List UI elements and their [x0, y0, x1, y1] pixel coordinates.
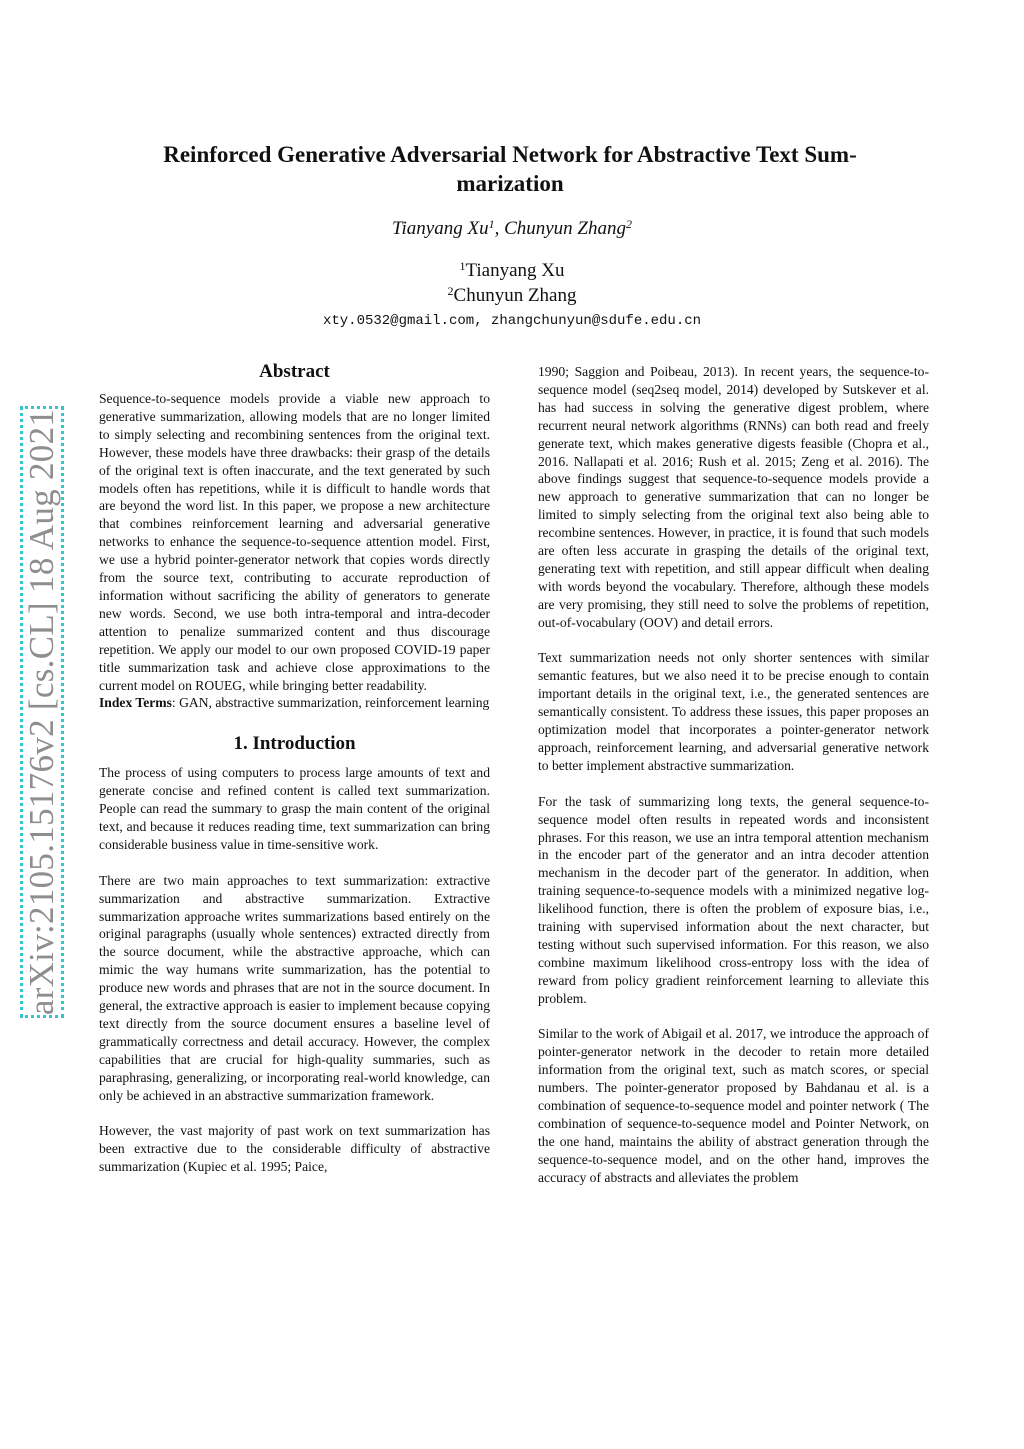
affiliation-name: Chunyun Zhang — [453, 285, 577, 306]
paragraph: 1990; Saggion and Poibeau, 2013). In recent years, the sequence-to-sequence model (seq2seq model, 2014) developed by Sutskever et al. has had success in solving the generative digest problem, where recurrent neural network algorithms (RNNs) can both read and freely generate text, which makes generative digests feasible (Chopra et al., 2016. Nallapati et al. 2016; Rush et al. 2015; Zeng et al. 2016). The above findings suggest that sequence-to-sequence models provide a new approach to generative summarization that can no longer be limited to simply selecting from the original text also being able to recombine sentences. However, in practice, it is found that such models are often less accurate in grasping the details of the original text, generating text with repetition, and still appear difficult when dealing with words beyond the vocabulary. Therefore, although these models are very promising, they still need to solve the problems of repetition, out-of-vocabulary (OOV) and detail errors. — [538, 364, 929, 630]
section-heading-introduction: 1. Introduction — [233, 733, 356, 755]
index-terms-text: : GAN, abstractive summarization, reinforcement learning — [171, 695, 490, 711]
arxiv-side-stamp[interactable] — [20, 406, 64, 1018]
index-terms-label: Index Terms — [99, 695, 172, 711]
index-terms — [99, 694, 490, 712]
author-affil-mark: 1 — [488, 217, 495, 231]
left-column — [99, 360, 490, 1176]
affiliation-name: Tianyang Xu — [465, 260, 565, 281]
author-separator: , — [494, 218, 505, 239]
author-list — [0, 218, 1024, 240]
abstract-heading: Abstract — [259, 361, 330, 382]
abstract-text: Sequence-to-sequence models provide a viable new approach to generative summarization, allowing models that are no longer limited to simply selecting and recombining sentences from the original text. However, these models have three drawbacks: their grasp of the details of the original text is often inaccurate, and the text generated by such models often has repetitions, while it is difficult to handle words that are beyond the word list. In this paper, we propose a new architecture that combines reinforcement learning and adversarial generative networks to enhance the sequence-to-sequence attention model. First, we use a hybrid pointer-generator network that copies words directly from the source text, contributing to accurate reproduction of information without sacrificing the ability of generators to generate new words. Second, we use both intra-temporal and intra-decoder attention to penalize summarized content and thus discourage repetition. We apply our model to our own proposed COVID-19 paper title summarization task and achieve close approximations to the current model on ROUEG, while bringing better readability. — [99, 391, 490, 693]
author-emails[interactable]: xty.0532@gmail.com, zhangchunyun@sdufe.edu.cn — [322, 313, 702, 329]
title-line-1: Reinforced Generative Adversarial Network for Abstractive Text Sum- — [163, 142, 857, 167]
paragraph: The process of using computers to process large amounts of text and generate concise and refined content is called text summarization. People can read the summary to grasp the main content of the original text, and because it reduces reading time, text summarization can bring considerable business value in time-sensitive work. — [99, 765, 490, 852]
paragraph: However, the vast majority of past work on text summarization has been extractive due to the considerable difficulty of abstractive summarization (Kupiec et al. 1995; Paice, — [99, 1123, 490, 1175]
title-line-2: marization — [456, 171, 564, 196]
right-column — [538, 363, 929, 1187]
arxiv-identifier: arXiv:2105.15176v2 [cs.CL] 18 Aug 2021 — [22, 408, 61, 1016]
author-affil-mark: 2 — [626, 217, 633, 231]
paragraph: There are two main approaches to text summarization: extractive summarization and abstractive summarization. Extractive summarization approache writes summarizations based entirely on the original paragraphs (usually whole sentences) extracted directly from the source document, while the abstractive approache, which can mimic the way humans write summarization, has the potential to produce new words and phrases that are not in the source document. In general, the extractive approach is easier to implement because copying text directly from the source document ensures a baseline level of grammatically correctness and detail accuracy. However, the complex capabilities that are crucial for high-quality summaries, such as paraphrasing, generalizing, or incorporating real-world knowledge, can only be achieved in an abstractive summarization framework. — [99, 872, 490, 1103]
paragraph: For the task of summarizing long texts, the general sequence-to- sequence model often results in repeated words and inconsistent phrases. For this reason, we use an intra temporal attention mechanism in the encoder part of the generator and an intra decoder attention mechanism in the decoder part of the generator. In addition, when training sequence-to-sequence models with a minimized negative log-likelihood function, there is often the problem of exposure bias, i.e., training with supervised information about the next character, but testing without such supervised information. For this reason, we also combine maximum likelihood cross-entropy loss with the idea of reward from policy gradient reinforcement learning to alleviate this problem. — [538, 793, 929, 1006]
paragraph: Text summarization needs not only shorter sentences with similar semantic features, but we also need it to be precise enough to contain important details in the original text, i.e., the generated sentences are semantically consistent. To address these issues, this paper proposes an optimization model that incorporates a pointer-generator network approach, reinforcement learning, and adversarial generative network to better implement abstractive summarization. — [538, 650, 929, 773]
affiliation — [0, 285, 1024, 307]
paper-title — [120, 140, 900, 198]
author-name: Chunyun Zhang — [504, 218, 627, 239]
affiliation-mark: 2 — [447, 284, 454, 298]
affiliation — [0, 260, 1024, 282]
author-name: Tianyang Xu — [391, 218, 489, 239]
affiliation-mark: 1 — [459, 259, 466, 273]
paragraph: Similar to the work of Abigail et al. 2017, we introduce the approach of pointer-generator network in the decoder to retain more detailed information from the original text, such as match scores, or special numbers. The pointer-generator proposed by Bahdanau et al. is a combination of sequence-to-sequence model and pointer network ( The combination of sequence-to-sequence model and Pointer Network, on the one hand, maintains the ability of abstract generation through the sequence-to-sequence model, and on the other hand, improves the accuracy of abstracts and alleviates the problem — [538, 1026, 929, 1185]
